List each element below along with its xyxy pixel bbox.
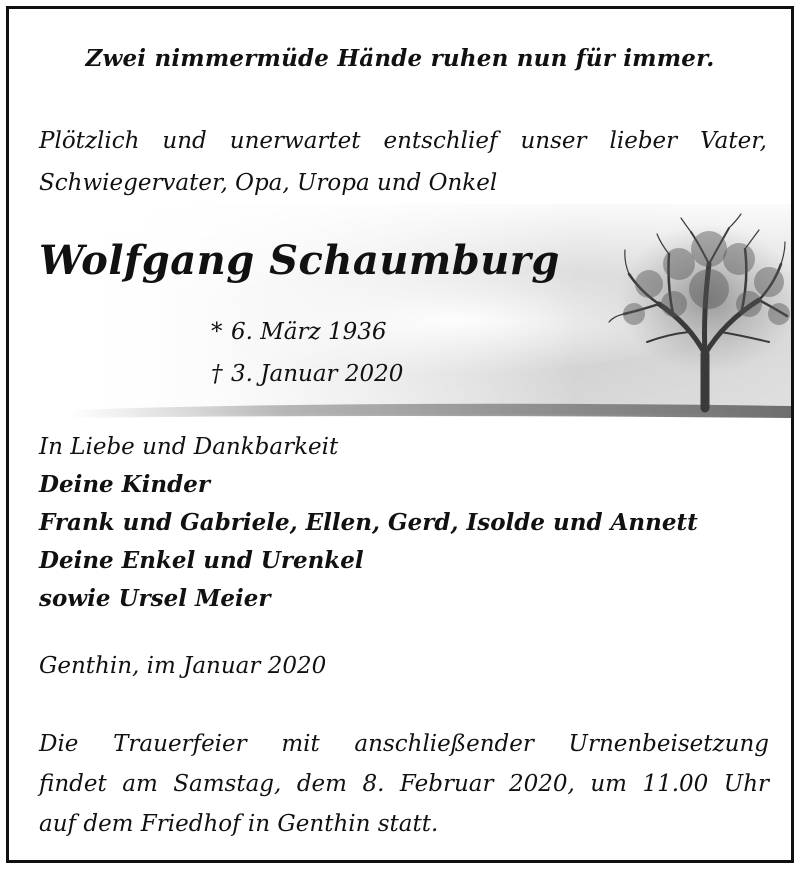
obituary-frame — [6, 6, 794, 863]
service-line-1: Die Trauerfeier mit anschließender Urnenbeisetzung — [39, 731, 769, 757]
funeral-service-text — [39, 724, 769, 844]
intro-line-1: Plötzlich und unerwartet entschlief unser lieber Vater, — [39, 128, 767, 154]
deceased-name: Wolfgang Schaumburg — [39, 237, 560, 284]
mourner-line: Deine Enkel und Urenkel — [39, 547, 364, 574]
birth-date: 6. März 1936 — [231, 319, 387, 345]
intro-line-2: Schwiegervater, Opa, Uropa und Onkel — [39, 170, 498, 196]
mourner-line: Frank und Gabriele, Ellen, Gerd, Isolde und Annett — [39, 509, 698, 536]
service-line-2: findet am Samstag, dem 8. Februar 2020, um 11.00 Uhr — [39, 771, 769, 797]
birth-star-icon: * — [211, 319, 223, 345]
place-date: Genthin, im Januar 2020 — [39, 653, 327, 679]
death-date: 3. Januar 2020 — [231, 361, 404, 387]
mourner-line: sowie Ursel Meier — [39, 585, 271, 612]
mourners-intro: In Liebe und Dankbarkeit — [39, 434, 339, 460]
death-date-row — [211, 353, 403, 395]
life-dates — [211, 311, 403, 395]
birth-date-row — [211, 311, 403, 353]
mourner-line: Deine Kinder — [39, 471, 210, 498]
headline: Zwei nimmermüde Hände ruhen nun für immer. — [85, 45, 715, 72]
mourners-block — [39, 428, 698, 618]
death-cross-icon: † — [211, 361, 223, 387]
service-line-3: auf dem Friedhof in Genthin statt. — [39, 811, 439, 837]
intro-text — [39, 120, 767, 204]
